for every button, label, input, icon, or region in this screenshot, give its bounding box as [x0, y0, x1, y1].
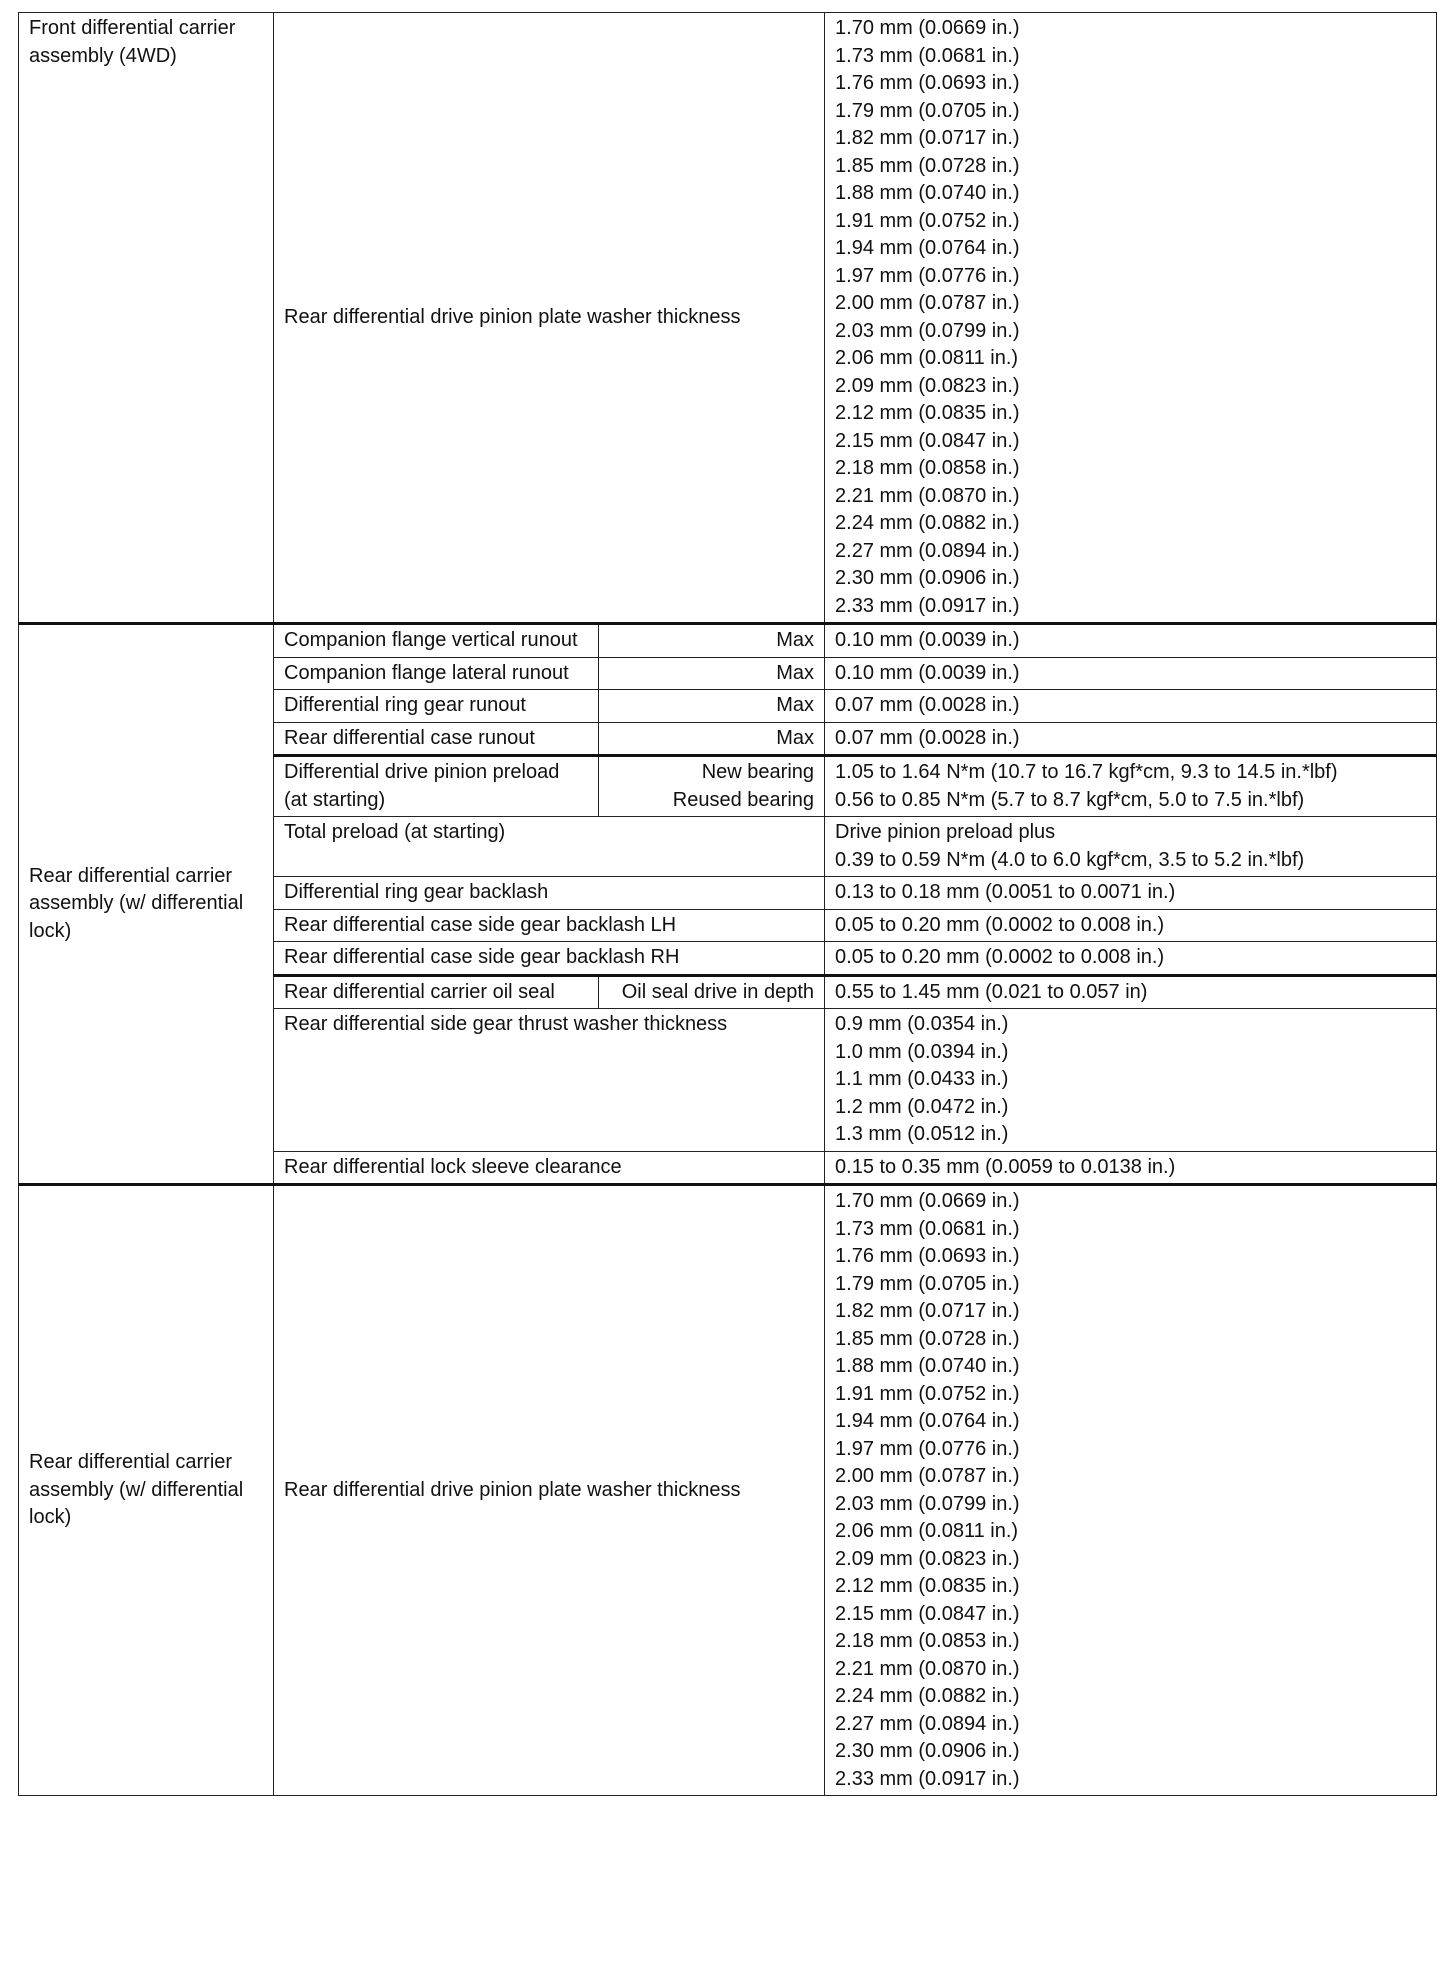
spec-value-line: 1.88 mm (0.0740 in.)	[835, 182, 1020, 204]
spec-value-line: Drive pinion preload plus	[835, 821, 1056, 843]
assembly-name: Front differential carrier assembly (4WD)	[19, 13, 274, 624]
spec-value-line: 0.10 mm (0.0039 in.)	[835, 629, 1020, 651]
condition-label: Max	[776, 629, 815, 651]
spec-value-line: 1.85 mm (0.0728 in.)	[835, 154, 1020, 177]
spec-item-label: Differential ring gear backlash	[274, 877, 825, 910]
spec-value-line: 2.06 mm (0.0811 in.)	[835, 1520, 1019, 1542]
spec-value	[825, 942, 1437, 976]
spec-value-line: 2.33 mm (0.0917 in.)	[835, 1767, 1020, 1790]
spec-item-label: Companion flange vertical runout	[274, 624, 599, 658]
spec-value-line: 2.09 mm (0.0823 in.)	[835, 374, 1020, 397]
spec-value-line: 0.56 to 0.85 N*m (5.7 to 8.7 kgf*cm, 5.0 to 7.5 in.*lbf)	[835, 788, 1305, 811]
spec-condition	[599, 975, 825, 1009]
table-row	[19, 624, 1437, 658]
spec-item-label: Differential ring gear runout	[274, 690, 599, 723]
spec-value-line: 2.03 mm (0.0799 in.)	[835, 319, 1020, 342]
spec-value-line: 1.97 mm (0.0776 in.)	[835, 264, 1020, 287]
spec-value-line: 1.94 mm (0.0764 in.)	[835, 237, 1020, 259]
spec-item-label: Companion flange lateral runout	[274, 657, 599, 690]
spec-value-line: 2.03 mm (0.0799 in.)	[835, 1492, 1020, 1515]
spec-item-label: Rear differential case runout	[274, 722, 599, 756]
specification-table-body	[19, 13, 1437, 1796]
spec-value	[825, 1009, 1437, 1152]
spec-value-line: 1.97 mm (0.0776 in.)	[835, 1437, 1020, 1460]
spec-value-line: 0.9 mm (0.0354 in.)	[835, 1013, 1009, 1035]
spec-value-line: 2.00 mm (0.0787 in.)	[835, 292, 1020, 314]
spec-value-line: 2.00 mm (0.0787 in.)	[835, 1465, 1020, 1487]
condition-label: Max	[776, 694, 815, 716]
spec-value-line: 1.1 mm (0.0433 in.)	[835, 1068, 1009, 1090]
spec-value-line: 2.24 mm (0.0882 in.)	[835, 512, 1020, 534]
spec-value-line: 1.82 mm (0.0717 in.)	[835, 1300, 1020, 1322]
spec-value	[825, 877, 1437, 910]
spec-value-line: 2.33 mm (0.0917 in.)	[835, 594, 1020, 617]
condition-label: New bearing	[701, 761, 815, 783]
spec-value-line: 1.79 mm (0.0705 in.)	[835, 99, 1020, 122]
spec-value-line: 1.76 mm (0.0693 in.)	[835, 1245, 1020, 1267]
spec-item-label: Rear differential case side gear backlash LH	[274, 909, 825, 942]
spec-value	[825, 690, 1437, 723]
spec-value-line: 1.91 mm (0.0752 in.)	[835, 209, 1020, 232]
spec-value	[825, 756, 1437, 817]
spec-item-label: Rear differential lock sleeve clearance	[274, 1151, 825, 1185]
spec-value-line: 1.2 mm (0.0472 in.)	[835, 1095, 1009, 1118]
table-row	[19, 1185, 1437, 1796]
spec-item-label: Rear differential side gear thrust washer thickness	[274, 1009, 825, 1152]
spec-item-label: Rear differential case side gear backlash RH	[274, 942, 825, 976]
condition-label: Oil seal drive in depth	[621, 980, 815, 1003]
spec-value-line: 0.05 to 0.20 mm (0.0002 to 0.008 in.)	[835, 946, 1165, 968]
spec-value	[825, 975, 1437, 1009]
spec-value-line: 1.91 mm (0.0752 in.)	[835, 1382, 1020, 1405]
spec-value	[825, 624, 1437, 658]
spec-condition	[599, 722, 825, 756]
spec-value-line: 2.30 mm (0.0906 in.)	[835, 567, 1020, 589]
spec-value-line: 0.10 mm (0.0039 in.)	[835, 661, 1020, 684]
spec-value	[825, 1185, 1437, 1796]
spec-value-line: 2.15 mm (0.0847 in.)	[835, 429, 1020, 452]
spec-value	[825, 817, 1437, 877]
spec-value-line: 0.07 mm (0.0028 in.)	[835, 694, 1020, 716]
spec-value-line: 2.21 mm (0.0870 in.)	[835, 484, 1020, 507]
spec-value-line: 1.76 mm (0.0693 in.)	[835, 72, 1020, 94]
spec-value-line: 1.0 mm (0.0394 in.)	[835, 1040, 1009, 1063]
spec-value-line: 1.70 mm (0.0669 in.)	[835, 1190, 1020, 1212]
spec-value-line: 0.39 to 0.59 N*m (4.0 to 6.0 kgf*cm, 3.5 to 5.2 in.*lbf)	[835, 848, 1305, 871]
spec-value-line: 0.55 to 1.45 mm (0.021 to 0.057 in)	[835, 980, 1148, 1003]
spec-item-label: Rear differential drive pinion plate washer thickness	[274, 13, 825, 624]
spec-value-line: 1.3 mm (0.0512 in.)	[835, 1123, 1009, 1145]
spec-value-line: 2.18 mm (0.0853 in.)	[835, 1630, 1020, 1652]
spec-value-line: 0.07 mm (0.0028 in.)	[835, 726, 1020, 749]
spec-item-label: Rear differential drive pinion plate washer thickness	[274, 1185, 825, 1796]
spec-value-line: 1.79 mm (0.0705 in.)	[835, 1272, 1020, 1295]
spec-item-label: Rear differential carrier oil seal	[274, 975, 599, 1009]
spec-value	[825, 909, 1437, 942]
spec-value-line: 1.88 mm (0.0740 in.)	[835, 1355, 1020, 1377]
spec-value-line: 0.13 to 0.18 mm (0.0051 to 0.0071 in.)	[835, 881, 1176, 903]
spec-value-line: 2.12 mm (0.0835 in.)	[835, 1575, 1020, 1597]
assembly-name: Rear differential carrier assembly (w/ differential lock)	[19, 624, 274, 1185]
condition-label: Max	[776, 661, 815, 684]
spec-value-line: 0.05 to 0.20 mm (0.0002 to 0.008 in.)	[835, 913, 1165, 936]
spec-value-line: 1.70 mm (0.0669 in.)	[835, 17, 1020, 39]
spec-value-line: 1.94 mm (0.0764 in.)	[835, 1410, 1020, 1432]
assembly-name: Rear differential carrier assembly (w/ differential lock)	[19, 1185, 274, 1796]
spec-value-line: 1.73 mm (0.0681 in.)	[835, 1217, 1020, 1240]
spec-value-line: 1.85 mm (0.0728 in.)	[835, 1327, 1020, 1350]
spec-condition	[599, 624, 825, 658]
spec-value	[825, 722, 1437, 756]
spec-value-line: 0.15 to 0.35 mm (0.0059 to 0.0138 in.)	[835, 1155, 1176, 1178]
spec-value-line: 1.82 mm (0.0717 in.)	[835, 127, 1020, 149]
condition-label: Max	[776, 726, 815, 749]
spec-value-line: 2.06 mm (0.0811 in.)	[835, 347, 1019, 369]
spec-condition	[599, 690, 825, 723]
spec-value-line: 1.05 to 1.64 N*m (10.7 to 16.7 kgf*cm, 9.3 to 14.5 in.*lbf)	[835, 761, 1338, 783]
spec-value-line: 2.27 mm (0.0894 in.)	[835, 1712, 1020, 1735]
spec-value-line: 2.12 mm (0.0835 in.)	[835, 402, 1020, 424]
specification-table	[18, 12, 1437, 1796]
spec-item-label: Total preload (at starting)	[274, 817, 825, 877]
spec-value-line: 1.73 mm (0.0681 in.)	[835, 44, 1020, 67]
spec-value-line: 2.15 mm (0.0847 in.)	[835, 1602, 1020, 1625]
spec-condition	[599, 756, 825, 817]
spec-condition	[599, 657, 825, 690]
table-row	[19, 13, 1437, 624]
spec-value	[825, 1151, 1437, 1185]
spec-value-line: 2.21 mm (0.0870 in.)	[835, 1657, 1020, 1680]
spec-page	[18, 12, 1436, 1796]
spec-item-label: Differential drive pinion preload (at starting)	[274, 756, 599, 817]
spec-value-line: 2.30 mm (0.0906 in.)	[835, 1740, 1020, 1762]
spec-value-line: 2.27 mm (0.0894 in.)	[835, 539, 1020, 562]
spec-value-line: 2.24 mm (0.0882 in.)	[835, 1685, 1020, 1707]
spec-value	[825, 13, 1437, 624]
condition-label: Reused bearing	[672, 788, 815, 811]
spec-value-line: 2.09 mm (0.0823 in.)	[835, 1547, 1020, 1570]
spec-value-line: 2.18 mm (0.0858 in.)	[835, 457, 1020, 479]
spec-value	[825, 657, 1437, 690]
